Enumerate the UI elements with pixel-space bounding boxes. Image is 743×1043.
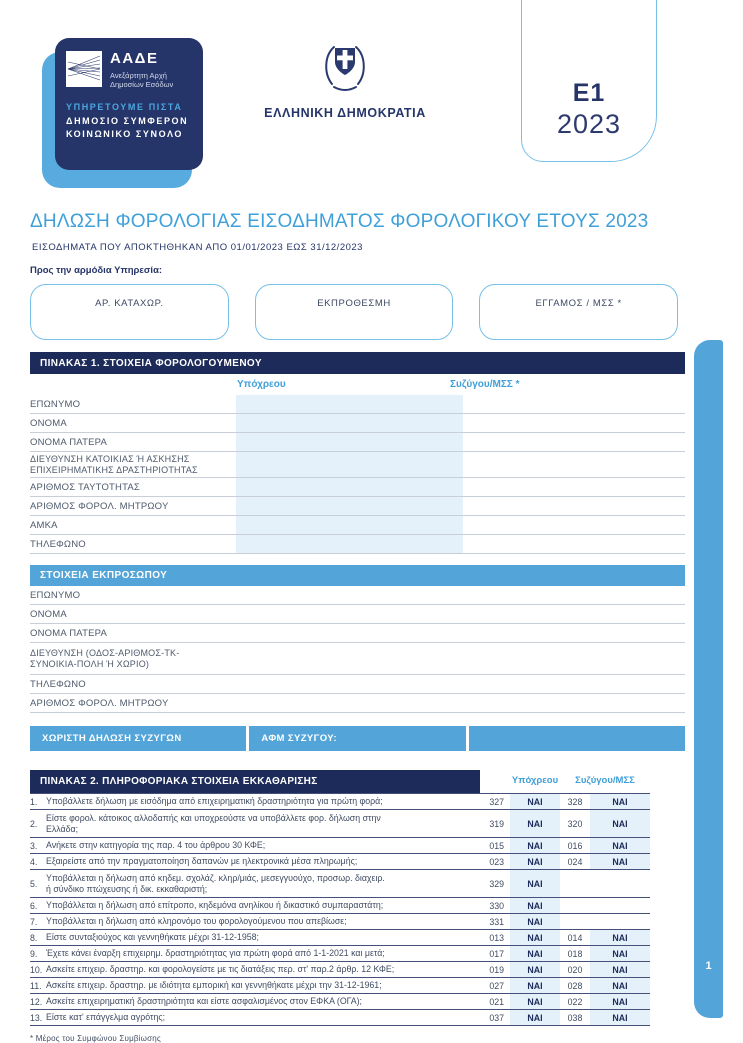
obligor-value-field[interactable] — [236, 395, 463, 413]
question-line: Ελλάδα; — [46, 823, 79, 834]
question-number: 11. — [30, 980, 42, 991]
representative-row — [30, 643, 685, 675]
row-label — [30, 397, 80, 412]
spouse-answer-cell — [590, 914, 650, 929]
question — [30, 854, 484, 869]
row-label — [30, 416, 67, 431]
question — [30, 994, 484, 1009]
question-line: Υποβάλλεται η δήλωση από επίτροπο, κηδεμόνα ανηλίκου ή δικαστικό συμπαραστάτη; — [46, 900, 384, 911]
table2-row — [30, 870, 650, 898]
question-number: 9. — [30, 948, 38, 959]
obligor-value-field[interactable] — [236, 516, 463, 534]
obligor-code: 023 — [489, 856, 504, 867]
spouse-value-field[interactable] — [463, 516, 685, 534]
table1-rows — [30, 395, 685, 554]
row-label-line: ΑΡΙΘΜΟΣ ΦΟΡΟΛ. ΜΗΤΡΩΟΥ — [30, 500, 169, 512]
spouse-code: 022 — [567, 996, 583, 1007]
question-line: Υποβάλλετε δήλωση με εισόδημα από επιχειρηματική δραστηριότητα για πρώτη φορά; — [46, 796, 383, 807]
question-number: 13. — [30, 1012, 43, 1023]
question-text — [46, 900, 484, 911]
table2-column-header-spouse: Συζύγου/ΜΣΣ — [575, 775, 635, 787]
obligor-code: 329 — [489, 878, 504, 889]
question-line: Είστε συνταξιούχος και γεννηθήκατε μέχρι 31-12-1958; — [46, 932, 259, 943]
obligor-value-field[interactable] — [236, 433, 463, 451]
representative-row — [30, 694, 685, 713]
question — [30, 930, 484, 945]
question — [30, 962, 484, 977]
page-edge-tab — [694, 340, 723, 1018]
question-text — [46, 873, 484, 894]
aade-motto-line3: ΚΟΙΝΩΝΙΚΟ ΣΥΝΟΛΟ — [66, 129, 183, 139]
service-box-label: ΑΡ. ΚΑΤΑΧΩΡ. — [95, 298, 164, 309]
question — [30, 794, 484, 809]
row-label-line: ΟΝΟΜΑ ΠΑΤΕΡΑ — [30, 436, 108, 448]
question-text — [46, 948, 484, 959]
question-line: Ασκείτε επιχειρ. δραστηρ. με ιδιότητα εμπορική και γεννηθήκατε μέχρι την 31-12-1961; — [46, 980, 382, 991]
table2-header-row — [30, 770, 650, 794]
question-line: Ανήκετε στην κατηγορία της παρ. 4 του άρθρου 30 ΚΦΕ; — [46, 840, 266, 851]
row-label — [30, 499, 169, 514]
question-number: 5. — [30, 878, 38, 889]
obligor-answer-cell[interactable]: ΝΑΙ — [510, 978, 560, 993]
obligor-value-field[interactable] — [236, 452, 463, 477]
question-number: 6. — [30, 900, 38, 911]
row-label — [30, 518, 58, 533]
table2-row — [30, 930, 650, 946]
spouse-value-field[interactable] — [463, 478, 685, 496]
greek-coat-of-arms-icon — [320, 40, 370, 94]
question-number: 7. — [30, 916, 38, 927]
representative-value-field[interactable] — [236, 586, 685, 604]
representative-rows — [30, 586, 685, 713]
table2-row — [30, 898, 650, 914]
obligor-value-field[interactable] — [236, 497, 463, 515]
representative-row — [30, 586, 685, 605]
spouse-code: 014 — [567, 932, 583, 943]
question-text — [46, 964, 484, 975]
table1-column-headers — [30, 374, 685, 395]
question-line: Είστε κατ' επάγγελμα αγρότης; — [46, 1012, 166, 1023]
question-line: Έχετε κάνει έναρξη επιχειρημ. δραστηριότητας για πρώτη φορά από 1-1-2021 και μετά; — [46, 948, 385, 959]
representative-header: ΣΤΟΙΧΕΙΑ ΕΚΠΡΟΣΩΠΟΥ — [30, 565, 685, 586]
spouse-code: 016 — [567, 840, 583, 851]
spouse-code — [560, 914, 590, 929]
obligor-code: 327 — [489, 796, 504, 807]
spouse-code — [560, 870, 590, 897]
separate-declaration-bar — [30, 726, 685, 751]
spouse-value-field[interactable] — [463, 452, 685, 477]
spouse-value-field[interactable] — [463, 395, 685, 413]
table2-row — [30, 994, 650, 1010]
question-number: 2. — [30, 818, 38, 829]
table2-row — [30, 978, 650, 994]
question-text — [46, 980, 484, 991]
obligor-code: 017 — [489, 948, 504, 959]
row-label — [30, 677, 86, 692]
table1-row — [30, 516, 685, 535]
spouse-answer-cell[interactable]: ΝΑΙ — [590, 1010, 650, 1025]
column-header-obligor: Υπόχρεου — [237, 379, 286, 390]
table2 — [30, 770, 650, 1026]
representative-row — [30, 624, 685, 643]
table2-column-header-obligor: Υπόχρεου — [511, 775, 559, 787]
spouse-answer-cell[interactable]: ΝΑΙ — [590, 994, 650, 1009]
question-line: Ασκείτε επιχειρηματική δραστηριότητα και είστε ασφαλισμένος στον ΕΦΚΑ (ΟΓΑ); — [46, 996, 362, 1007]
spouse-answer-cell — [590, 898, 650, 913]
spouse-answer-cell[interactable]: ΝΑΙ — [590, 838, 650, 853]
spouse-afm-value-field[interactable] — [469, 726, 685, 751]
representative-row — [30, 605, 685, 624]
question-number: 10. — [30, 964, 43, 975]
spouse-value-field[interactable] — [463, 535, 685, 553]
spouse-answer-cell — [590, 870, 650, 897]
spouse-answer-cell[interactable]: ΝΑΙ — [590, 854, 650, 869]
question-line: ή σύνδικο πτώχευσης ή δικ. εκκαθαριστή; — [46, 883, 208, 894]
question-line: Είστε φορολ. κάτοικος αλλοδαπής και υποχρεούστε να υποβάλλετε φορ. δήλωση στην — [46, 813, 381, 824]
table2-row — [30, 946, 650, 962]
form-year: 2023 — [556, 109, 622, 139]
representative-value-field[interactable] — [236, 643, 685, 674]
question — [30, 898, 484, 913]
spouse-answer-cell[interactable]: ΝΑΙ — [590, 794, 650, 809]
question-text — [46, 840, 484, 851]
form-code-box — [521, 0, 657, 162]
obligor-code: 021 — [489, 996, 504, 1007]
obligor-answer-cell[interactable]: ΝΑΙ — [510, 930, 560, 945]
aade-name: ΑΑΔΕ — [110, 50, 159, 67]
aade-rays-icon — [66, 51, 102, 87]
obligor-answer-cell[interactable]: ΝΑΙ — [510, 854, 560, 869]
spouse-value-field[interactable] — [463, 414, 685, 432]
question — [30, 914, 484, 929]
table2-row — [30, 962, 650, 978]
question-number: 12. — [30, 996, 43, 1007]
aade-subtitle-line1: Ανεξάρτητη Αρχή — [110, 70, 167, 80]
representative-value-field[interactable] — [236, 694, 685, 712]
form-code: Ε1 — [572, 79, 606, 107]
question-text — [46, 932, 484, 943]
row-label-line: ΔΙΕΥΘΥΝΣΗ ΚΑΤΟΙΚΙΑΣ Ή ΑΣΚΗΣΗΣ — [30, 454, 190, 464]
obligor-code: 330 — [489, 900, 504, 911]
spouse-code: 328 — [567, 796, 583, 807]
obligor-answer-cell[interactable]: ΝΑΙ — [510, 946, 560, 961]
service-box-2[interactable] — [255, 284, 454, 340]
row-label-line: ΑΡΙΘΜΟΣ ΦΟΡΟΛ. ΜΗΤΡΩΟΥ — [30, 697, 169, 709]
obligor-code: 331 — [489, 916, 504, 927]
table2-row — [30, 794, 650, 810]
obligor-answer-cell[interactable]: ΝΑΙ — [510, 1010, 560, 1025]
obligor-answer-cell[interactable]: ΝΑΙ — [510, 962, 560, 977]
row-label-line: ΕΠΙΧΕΙΡΗΜΑΤΙΚΗΣ ΔΡΑΣΤΗΡΙΟΤΗΤΑΣ — [30, 464, 198, 475]
question — [30, 870, 484, 897]
question-number: 4. — [30, 856, 38, 867]
question-text — [46, 813, 484, 834]
aade-motto-line2: ΔΗΜΟΣΙΟ ΣΥΜΦΕΡΟΝ — [66, 115, 189, 126]
obligor-value-field[interactable] — [236, 478, 463, 496]
row-label-line: ΤΗΛΕΦΩΝΟ — [30, 678, 86, 690]
obligor-code: 013 — [489, 932, 504, 943]
spouse-answer-cell[interactable]: ΝΑΙ — [590, 946, 650, 961]
aade-subtitle-line2: Δημοσίων Εσόδων — [110, 80, 174, 90]
obligor-code: 019 — [489, 964, 504, 975]
row-label-line: ΟΝΟΜΑ — [30, 417, 67, 429]
spouse-code: 018 — [567, 948, 583, 959]
obligor-code: 015 — [489, 840, 504, 851]
table1-row — [30, 478, 685, 497]
spouse-value-field[interactable] — [463, 497, 685, 515]
spouse-afm-label[interactable]: ΑΦΜ ΣΥΖΥΓΟΥ: — [249, 726, 465, 751]
spouse-answer-cell[interactable]: ΝΑΙ — [590, 930, 650, 945]
form-content — [30, 352, 685, 1043]
question — [30, 946, 484, 961]
question-number: 1. — [30, 796, 38, 807]
obligor-answer-cell[interactable]: ΝΑΙ — [510, 898, 560, 913]
logo-navy-card — [55, 38, 203, 170]
row-label-line: ΟΝΟΜΑ — [30, 608, 67, 620]
representative-value-field[interactable] — [236, 624, 685, 642]
representative-row — [30, 675, 685, 694]
row-label — [30, 435, 107, 450]
service-box-3[interactable] — [479, 284, 678, 340]
obligor-answer-cell[interactable]: ΝΑΙ — [510, 838, 560, 853]
obligor-value-field[interactable] — [236, 414, 463, 432]
obligor-answer-cell[interactable]: ΝΑΙ — [510, 870, 560, 897]
question-text — [46, 996, 484, 1007]
footnote: * Μέρος του Συμφώνου Συμβίωσης — [30, 1034, 161, 1043]
table1-row — [30, 433, 685, 452]
spouse-code: 038 — [567, 1012, 583, 1023]
row-label-line: ΤΗΛΕΦΩΝΟ — [30, 538, 86, 550]
row-label-line: ΕΠΩΝΥΜΟ — [30, 398, 81, 410]
service-label: Προς την αρμόδια Υπηρεσία: — [30, 265, 163, 276]
question — [30, 1010, 484, 1025]
question — [30, 838, 484, 853]
service-box-label: ΕΓΓΑΜΟΣ / ΜΣΣ * — [535, 298, 622, 309]
row-label-line: ΔΙΕΥΘΥΝΣΗ (ΟΔΟΣ-ΑΡΙΘΜΟΣ-ΤΚ- — [30, 648, 180, 659]
question-text — [46, 796, 484, 807]
question-line: Υποβάλλεται η δήλωση από κληρονόμο του φορολογούμενου που απεβίωσε; — [46, 916, 347, 927]
spouse-answer-cell[interactable]: ΝΑΙ — [590, 810, 650, 837]
service-box-1[interactable] — [30, 284, 229, 340]
table1-row — [30, 497, 685, 516]
service-box-label: ΕΚΠΡΟΘΕΣΜΗ — [317, 298, 391, 309]
row-label-line: ΣΥΝΟΙΚΙΑ-ΠΟΛΗ Ή ΧΩΡΙΟ) — [30, 658, 150, 669]
obligor-value-field[interactable] — [236, 535, 463, 553]
obligor-answer-cell[interactable]: ΝΑΙ — [510, 914, 560, 929]
question-number: 8. — [30, 932, 38, 943]
row-label — [30, 626, 107, 641]
question — [30, 978, 484, 993]
row-label — [30, 452, 198, 477]
page-title: ΔΗΛΩΣΗ ΦΟΡΟΛΟΓΙΑΣ ΕΙΣΟΔΗΜΑΤΟΣ ΦΟΡΟΛΟΓΙΚΟΥ ΕΤΟΥΣ 2023 — [30, 211, 649, 232]
row-label-line: ΕΠΩΝΥΜΟ — [30, 589, 81, 601]
row-label-line: ΑΡΙΘΜΟΣ ΤΑΥΤΟΤΗΤΑΣ — [30, 481, 141, 493]
table2-header: ΠΙΝΑΚΑΣ 2. ΠΛΗΡΟΦΟΡΙΑΚΑ ΣΤΟΙΧΕΙΑ ΕΚΚΑΘΑΡΙΣΗΣ — [30, 770, 480, 793]
table2-row — [30, 914, 650, 930]
page-number: 1 — [705, 960, 712, 972]
representative-value-field[interactable] — [236, 675, 685, 693]
row-label — [30, 696, 169, 711]
service-boxes — [30, 284, 678, 340]
spouse-code: 024 — [567, 856, 583, 867]
republic-title: ΕΛΛΗΝΙΚΗ ΔΗΜΟΚΡΑΤΙΑ — [264, 106, 426, 120]
question-line: Ασκείτε επιχειρ. δραστηρ. και φορολογείστε με τις διατάξεις περ. στ' παρ.2 άρθρ. 12 ΚΦΕ; — [46, 964, 395, 975]
table2-row — [30, 810, 650, 838]
table2-row — [30, 854, 650, 870]
column-header-spouse: Συζύγου/ΜΣΣ * — [450, 379, 520, 390]
table1-header: ΠΙΝΑΚΑΣ 1. ΣΤΟΙΧΕΙΑ ΦΟΡΟΛΟΓΟΥΜΕΝΟΥ — [30, 352, 685, 374]
obligor-answer-cell[interactable]: ΝΑΙ — [510, 994, 560, 1009]
separate-declaration-option[interactable]: ΧΩΡΙΣΤΗ ΔΗΛΩΣΗ ΣΥΖΥΓΩΝ — [30, 726, 246, 751]
table2-row — [30, 838, 650, 854]
question — [30, 810, 484, 837]
obligor-code: 027 — [489, 980, 504, 991]
table1-row — [30, 535, 685, 554]
spouse-code: 028 — [567, 980, 583, 991]
spouse-code: 020 — [567, 964, 583, 975]
spouse-answer-cell[interactable]: ΝΑΙ — [590, 978, 650, 993]
aade-motto-line1: ΥΠΗΡΕΤΟΥΜΕ ΠΙΣΤΑ — [66, 102, 183, 112]
row-label — [30, 607, 67, 622]
representative-value-field[interactable] — [236, 605, 685, 623]
spouse-value-field[interactable] — [463, 433, 685, 451]
table2-rows — [30, 794, 650, 1026]
obligor-code: 037 — [489, 1012, 504, 1023]
table1-row — [30, 395, 685, 414]
spouse-code — [560, 898, 590, 913]
spouse-code: 320 — [567, 818, 583, 829]
obligor-code: 319 — [489, 818, 504, 829]
question-text — [46, 1012, 484, 1023]
row-label — [30, 480, 140, 495]
question-number: 3. — [30, 840, 38, 851]
question-line: Υποβάλλεται η δήλωση από κηδεμ. σχολάζ. κληρ/μιάς, μεσεγγυούχο, προσωρ. διαχειρ. — [46, 873, 385, 884]
obligor-answer-cell[interactable]: ΝΑΙ — [510, 810, 560, 837]
row-label — [30, 588, 80, 603]
row-label-line: ΟΝΟΜΑ ΠΑΤΕΡΑ — [30, 627, 108, 639]
aade-logo — [55, 38, 203, 170]
question-line: Εξαιρείστε από την πραγματοποίηση δαπανών με ηλεκτρονικά μέσα πληρωμής; — [46, 856, 358, 867]
spouse-answer-cell[interactable]: ΝΑΙ — [590, 962, 650, 977]
row-label-line: ΑΜΚΑ — [30, 519, 58, 531]
table1-row — [30, 452, 685, 478]
question-text — [46, 916, 484, 927]
obligor-answer-cell[interactable]: ΝΑΙ — [510, 794, 560, 809]
row-label — [30, 646, 179, 671]
page-subtitle: ΕΙΣΟΔΗΜΑΤΑ ΠΟΥ ΑΠΟΚΤΗΘΗΚΑΝ ΑΠΟ 01/01/2023 ΕΩΣ 31/12/2023 — [32, 242, 363, 253]
question-text — [46, 856, 484, 867]
table1-row — [30, 414, 685, 433]
row-label — [30, 537, 86, 552]
